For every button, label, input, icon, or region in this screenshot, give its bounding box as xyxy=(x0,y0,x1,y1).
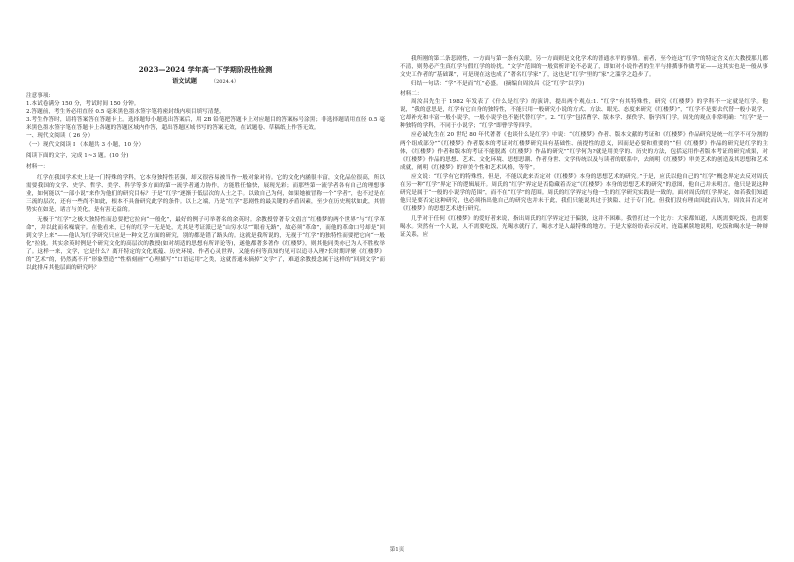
reading-instruction: 阅读下面的文字，完成 1~3 题。(10 分) xyxy=(26,152,129,159)
notes-heading: 注意事项: xyxy=(26,93,51,99)
exam-title: 2023—2024 学年高一下学期阶段性检测 xyxy=(138,65,273,74)
section-part1: 一、现代文阅读（ 26 分） xyxy=(26,133,94,140)
subject-label: 语文试题 xyxy=(172,78,198,85)
exam-date: （2024.4） xyxy=(211,79,239,85)
right-column xyxy=(400,55,768,240)
section-part1-1: （一）现代文阅读 Ⅰ （本题共 3 小题，10 分） xyxy=(26,141,145,148)
page-footer: 第1页 xyxy=(389,547,405,553)
right-paragraph-5: 应文说：“红学有它的特殊性，但是，不能以此来否定对《红楼梦》本身的思想艺术的研究。”于是，应氏以他自己的“红学”概念界定去反对周氏在另一种“红学”界定下的逻辑展开。周氏的“红学”界定是否隐藏着否定“《红楼梦》本身的思想艺术的研究”的意图，他自己并未明言。他只是说这种研究是属于“一般的小说学的范围”，而不在“红学”的范围。周氏的红学界定与他一生的红学研究实践是一致的。面对周氏的红学界定，如若我们知道他只是要否定这种研究，也必须指出他自己的研究也并未于此，我们只能说其过于狭隘、过于专门化。但我们没有理由因此而认为，周汝昌否定对《红楼梦》的思想艺术进行研究。 xyxy=(400,174,768,213)
right-paragraph-2: 归结一句话：“学”不是而“红”必盛。 (摘编自周汝昌《泛“红学”以学》) xyxy=(411,81,585,88)
exam-subtitle xyxy=(26,77,385,87)
note-item-1: 1.本试卷满分 150 分，考试时间 150 分钟。 xyxy=(26,101,140,108)
right-paragraph-6: 几乎对于任何《红楼梦》的爱好者来说，指出周氏的红学界定过于偏狭，这并不困难。我曾打过一个比方：大家都知道，人既需要吃饭，也需要喝水。突然有一个人说，人不需要吃饭，光喝水就行了，喝水才是人最特殊的地方。于是大家纷纷表示反对，连篇累牍地说明，吃饭和喝水是一种辩证关系，应 xyxy=(400,215,768,238)
left-paragraph-2: 无极于“红学”之极大独特性而总要把它拉向“一般化”，最好的例子可举著名的余英时。余教授曾著专文倡言“红楼梦的两个世界”与“红学革命”，并以此而名噪寰宇。在他看来，已有的红学一无是处，尤其是考证派已是“山穷水尽”“眼看无路”，故必须“革命”，而他的革命口号却是“回到文学上来”——他认为红学研究只应是一种文艺方面的研究，别的都是错了路头的。这就是我所说的，无视于“红学”的独特性而要把它向“一般化”拉拢。其实余英时例是个研究文化的高层次的教授(如对胡适的思想有所评论等)，遂他都著多著作《红楼梦》，则其他同类亦已为人不胜枚举了。这样一来，文学，它是什么？离开特定的文化底蕴、历史环境、作者心灵世界，又能有何等真知灼见可以追寻入理?长时期评聚《红楼梦》的“艺术”的，仍然离不开“形象塑造”“性格刻画”“心理描写”“口语运用”之类，这就普通未摘掉“文学”了，难道余教授念属于这样的“回到文学”而以此排斥其他层面的研究吗？ xyxy=(26,216,385,272)
right-paragraph-1: 我所刚的第二条悲剧性，一方面与第一条有关联，另一方面则是文化学术的普通水平的事情。前者，至今连这“红学”的特定含义在大教授那儿都不清，则势必产生真红学与假红学的纷扰。“文学”范围的一般赏析评论不必说了，即如对小说作者的生平与排撰事作做考证——这其实也是一般从事文史工作者的“基础课”，可是现在这也成了“著名红学家”了，这也是“红学”里的“家”之滥学之趋步了。 xyxy=(400,56,768,79)
right-paragraph-4: 应必诚先生在 20 世纪 80 年代著著《也谈什么是红学》中说：“《红楼梦》作者、版本文献的考证和《红楼梦》作品研究是统一红学不可分割的两个组成部分”“《红楼梦》作者版本的考证对红楼梦研究具有基础性、前提性的意义，因而是必要和重要的”“但《红楼梦》作品的研究是红学的主体，《红楼梦》作者和版本的考证不能脱离《红楼梦》作品的研究”“红学何为?就是用美学的、历史的方法，包括运用作者版本考证的研究成果，对《红楼梦》作品的思想、艺术、文化环境、思想思潮、作者身世、文学传统以及与读者的联系中，去阐明《红楼梦》审美艺术的创造及其思想和艺术成就，阐明《红楼梦》的审美个性和艺术风格，等等”。 xyxy=(400,132,768,171)
left-column xyxy=(26,55,385,273)
material-2-label: 材料二： xyxy=(400,90,423,97)
note-item-3: 3.考生作答时，请将答案答在答题卡上。选择题每小题选出答案后，用 2B 铅笔把答题卡上对应题目的答案标号涂黑；非选择题请用直径 0.5 毫米黑色墨水签字笔在答题卡上各题的答题区域内作答，超出答题区域书写的答案无效，在试题卷、草稿纸上作答无效。 xyxy=(26,117,385,132)
left-paragraph-1: 红学在我国学术史上是一门特殊的学科，它本身独特性甚强，却又很容易被当作一般对象对待。它的文化内涵很丰富，文化品位很高，所以需要我国的文学、史学、哲学、美学、科学等多方面的第一流学者通力协作，方能胜任愉快，展现光彩；而那些第一流学者各有自己的理想事业，如何能以“一部小说”来作为他们的研究目标？于是“红学”逐渐于低层次的人士之手。以致自己为何，如果她被冒称一个“学者”，也不过是在三流的层次，还有一些尚不如此，根本不具备研究此学的条件。以上之端，乃是“红学”悲剧性的最关键的矛盾因素，至少在历史现状如此，其情势实在如是，诸言与美化，是有害无益的。 xyxy=(26,174,385,214)
right-paragraph-3: 周汝昌先生于 1982 年发表了《什么是红学》的演讲，提出两个观点:1. “红学”有其特殊性，研究《红楼梦》的学科不一定就是红学。他说，“我的意思是，红学有它自身的独特性，不能只用一般研究小说的方式、方法、眼光、态度来研究《红楼梦》”，“红学不是要去代替一般小说学，它却补充和丰富一般小说学，一般小说学也不能代替红学”。2. “红学”包括曹学、版本学、探佚学、脂学四门学。周先的观点非常明确：“红学”是一种独特的学科，不同于小说学；“红学”即曹学等四学。 xyxy=(400,98,768,130)
note-item-2: 2.答题前，考生务必用直径 0.5 毫米黑色墨水签字笔将密封线内项目填写清楚。 xyxy=(26,109,225,116)
material-1-label: 材料一： xyxy=(26,163,49,170)
